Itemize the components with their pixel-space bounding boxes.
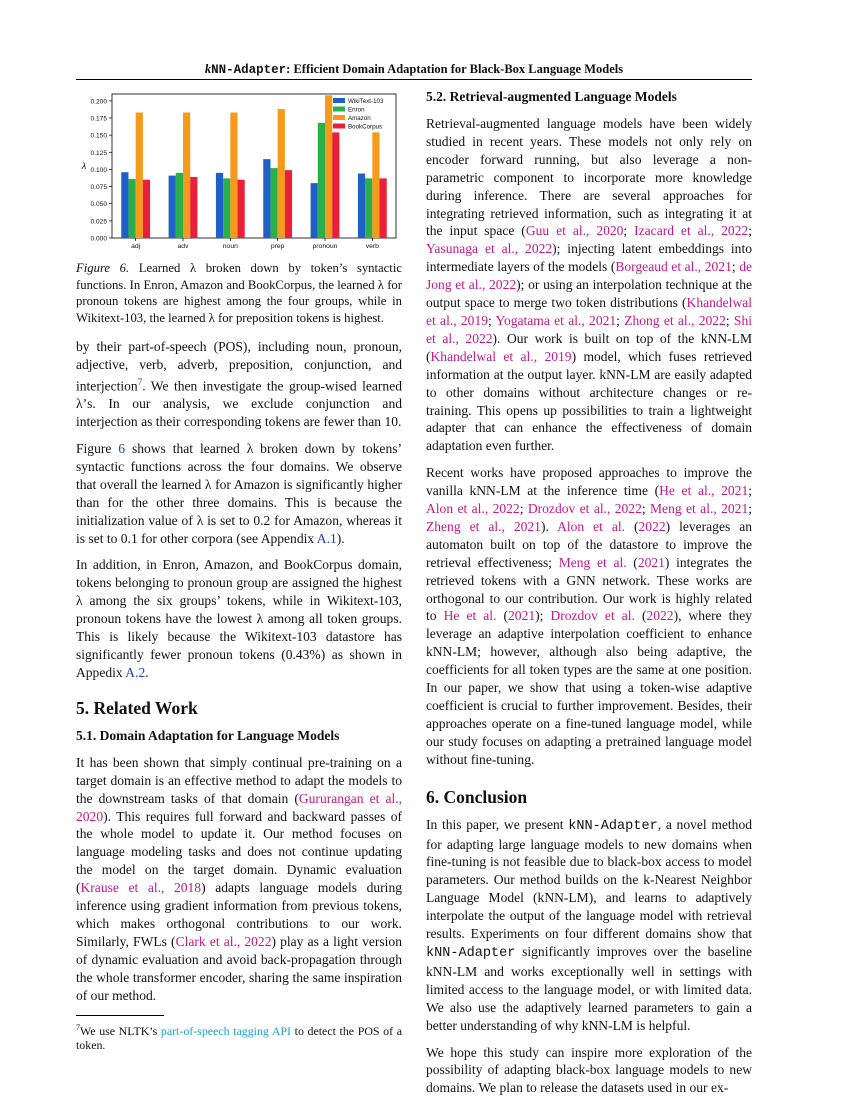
- y-tick-label: 0.025: [90, 218, 107, 226]
- figure-6-chart: [76, 88, 402, 256]
- paragraph-domain-adaptation: It has been shown that simply continual pre-training on a target domain is an effective method to adapt the models to the downstream tasks of that domain (Gururangan et al., 2020). This requires full forward and backward passes of the whole model to update it. Our method focuses on language modeling tasks and does not continue updating the model on the target domain. Dynamic evaluation (Krause et al., 2018) adapts language models during inference using gradient information from previous tokens, which makes orthogonal contributions to our work. Similarly, FWLs (Clark et al., 2022) play as a light version of dynamic evaluation and avoid back-propagation through the whole transformer encoder, sharing the same inspiration of our method.: [76, 754, 402, 1003]
- header-k: k: [204, 62, 212, 76]
- subsection-domain-adaptation: 5.1. Domain Adaptation for Language Models: [76, 727, 340, 743]
- legend-label: WikiText-103: [348, 98, 384, 105]
- appendix-a2-link[interactable]: A.2: [125, 664, 146, 680]
- citation-link[interactable]: Zhong et al., 2022: [624, 312, 726, 328]
- bar-enron-prep: [270, 168, 277, 238]
- citation-link[interactable]: 2022: [638, 518, 666, 534]
- running-header: [76, 62, 752, 77]
- bar-wikitext-103-adv: [169, 176, 176, 238]
- citation-link[interactable]: Krause et al., 2018: [80, 880, 202, 896]
- y-tick-label: 0.150: [90, 132, 107, 140]
- caption-text: Learned λ broken down by token’s syntactic functions. In Enron, Amazon and BookCorpus, the learned λ for pronoun tokens are highest among the four groups, while in Wikitext-103, the learned λ for preposition tokens is highest.: [76, 261, 402, 325]
- bar-enron-adj: [128, 179, 135, 238]
- header-title-rest: : Efficient Domain Adaptation for Black-Box Language Models: [286, 62, 624, 76]
- citation-link[interactable]: Drozdov et al.: [550, 608, 635, 624]
- citation-link[interactable]: Guu et al., 2020: [525, 223, 624, 239]
- bar-bookcorpus-verb: [380, 178, 387, 238]
- bar-enron-adv: [176, 173, 183, 238]
- section-related-work: 5. Related Work: [76, 697, 198, 718]
- citation-link[interactable]: 2022: [646, 608, 674, 624]
- bar-amazon-adj: [136, 113, 143, 238]
- citation-link[interactable]: Clark et al., 2022: [175, 933, 272, 949]
- paragraph-figure6: Figure 6 shows that learned λ broken down by tokens’ syntactic functions across the four domains. We observe that overall the learned λ for Amazon is significantly higher than for the other three domains. This is because the initialization value of λ is set to 0.2 for Amazon, whereas it is set to 0.1 for other corpora (see Appendix A.1).: [76, 441, 403, 546]
- bar-bookcorpus-prep: [285, 170, 292, 238]
- paragraph-conclusion-2: We hope this study can inspire more exploration of the possibility of adapting black-box language models to new domains. We plan to release the datasets used in our ex-: [426, 1044, 752, 1096]
- y-tick-label: 0.175: [90, 115, 107, 123]
- citation-link[interactable]: 2021: [508, 608, 536, 624]
- bar-bookcorpus-adv: [190, 177, 197, 238]
- bar-amazon-pronoun: [325, 95, 332, 238]
- x-tick-label: verb: [365, 243, 379, 250]
- method-name: kNN-Adapter: [568, 818, 658, 834]
- citation-link[interactable]: Shi et al., 2022: [426, 312, 752, 346]
- legend-label: Enron: [348, 106, 365, 114]
- legend-swatch: [333, 115, 345, 120]
- bar-amazon-adv: [183, 113, 190, 238]
- citation-link[interactable]: Meng et al., 2021: [650, 501, 749, 517]
- section-conclusion: 6. Conclusion: [426, 786, 528, 807]
- bar-chart-svg: [76, 88, 402, 256]
- bar-enron-noun: [223, 178, 230, 238]
- citation-link[interactable]: Alon et al., 2022: [426, 501, 520, 517]
- legend-swatch: [333, 124, 345, 129]
- bar-enron-verb: [365, 178, 372, 238]
- x-tick-label: noun: [222, 243, 238, 250]
- bar-amazon-verb: [372, 132, 379, 238]
- citation-link[interactable]: Alon et al.: [557, 518, 626, 534]
- paragraph-pronoun: In addition, in Enron, Amazon, and BookCorpus domain, tokens belonging to pronoun group are assigned the highest λ among the six groups’ tokens, while in Wikitext-103, pronoun tokens have the lowest λ among all token groups. This is likely because the Wikitext-103 datastore has significantly fewer pronoun tokens (0.43%) as shown in Appedix A.2.: [76, 557, 402, 680]
- appendix-a1-link[interactable]: A.1: [316, 530, 337, 546]
- citation-link[interactable]: de Jong et al., 2022: [426, 259, 752, 293]
- citation-link[interactable]: Khandelwal et al., 2019: [426, 295, 752, 328]
- bar-wikitext-103-adj: [121, 172, 128, 238]
- bar-bookcorpus-adj: [143, 180, 150, 238]
- x-tick-label: adv: [177, 243, 189, 250]
- legend-swatch: [333, 98, 345, 103]
- footnote-ref-7[interactable]: 7: [137, 376, 143, 387]
- figure-caption: [76, 260, 402, 326]
- bar-wikitext-103-pronoun: [311, 183, 318, 238]
- figure-6-link[interactable]: 6: [118, 441, 126, 457]
- y-tick-label: 0.075: [90, 184, 107, 192]
- paragraph-recent-works: Recent works have proposed approaches to improve the vanilla kNN-LM at the inference time (He et al., 2021; Alon et al., 2022; Drozdov et al., 2022; Meng et al., 2021; Zheng et al., 2021). Alon et al. (2022) leverages an automaton built on top of the datastore to improve the retrieval effectiveness; Meng et al. (2021) integrates the retrieved tokens with a GNN network. These works are orthogonal to our contribution. Our work is highly related to He et al. (2021); Drozdov et al. (2022), where they leverage an adaptive interpolation coefficient to enhance kNN-LM; however, although also being adaptive, the coefficients for all token types are the same at one position. In our paper, we show that using a token-wise adaptive coefficient is crucial to further improvement. Besides, their approaches operate on a fine-tuned language model, while our study focuses on adapting a pretrained language model without fine-tuning.: [426, 465, 753, 767]
- left-column: [76, 88, 402, 1053]
- citation-link[interactable]: He et al., 2021: [659, 483, 749, 499]
- bar-amazon-prep: [278, 109, 285, 238]
- paragraph-pos: by their part-of-speech (POS), including noun, pronoun, adjective, verb, adverb, preposition, conjunction, and interjection$^7$. We then investigate the group-wised learned λ’s. In our analysis, we exclude conjunction and interjection as their corresponding tokens are fewer than 10.: [76, 339, 402, 430]
- header-rule: [76, 79, 752, 80]
- bar-amazon-noun: [230, 113, 237, 238]
- footnote-rule: [76, 1015, 164, 1016]
- citation-link[interactable]: Yasunaga et al., 2022: [426, 241, 553, 257]
- footnote-7: $^7$We use NLTK’s part-of-speech tagging API to detect the POS of a token.: [76, 1022, 403, 1053]
- citation-link[interactable]: Borgeaud et al., 2021: [615, 259, 732, 275]
- x-tick-label: prep: [270, 243, 285, 250]
- bar-wikitext-103-verb: [358, 174, 365, 238]
- citation-link[interactable]: Zheng et al., 2021: [426, 518, 541, 534]
- legend-swatch: [333, 107, 345, 112]
- y-tick-label: 0.050: [90, 201, 107, 209]
- method-name: kNN-Adapter: [426, 945, 516, 961]
- y-tick-label: 0.200: [90, 98, 107, 106]
- paragraph-retrieval-augmented: Retrieval-augmented language models have been widely studied in recent years. These models not only rely on encoder forward running, but also leverage a non-parametric component to incorporate more knowledge during inference. There are several approaches for integrating retrieved information, such as integrating it at the input space (Guu et al., 2020; Izacard et al., 2022; Yasunaga et al., 2022); injecting latent embeddings into intermediate layers of the models (Borgeaud et al., 2021; de Jong et al., 2022); or using an interpolation technique at the output space to merge two token distributions (Khandelwal et al., 2019; Yogatama et al., 2021; Zhong et al., 2022; Shi et al., 2022). Our work is built on top of the kNN-LM (Khandelwal et al., 2019) model, which fuses retrieved information at the output layer. kNN-LM are easily adapted to other domains without architecture changes or re-training. This opens up possibilities to train a lightweight adapter that can enhance the effectiveness of domain adaptation even further.: [426, 116, 753, 454]
- subsection-retrieval-augmented: 5.2. Retrieval-augmented Language Models: [426, 89, 677, 104]
- y-axis-label: λ: [81, 161, 87, 171]
- header-method-name: NN-Adapter: [211, 63, 287, 77]
- x-tick-label: pronoun: [312, 243, 338, 250]
- legend-label: BookCorpus: [348, 123, 383, 131]
- bar-bookcorpus-noun: [238, 180, 245, 238]
- citation-link[interactable]: 2021: [637, 554, 665, 570]
- bar-bookcorpus-pronoun: [332, 132, 339, 238]
- citation-link[interactable]: Izacard et al., 2022: [634, 223, 749, 239]
- bar-wikitext-103-noun: [216, 173, 223, 238]
- citation-link[interactable]: Yogatama et al., 2021: [495, 312, 617, 328]
- right-column: [426, 88, 752, 1106]
- y-tick-label: 0.125: [90, 149, 107, 157]
- y-tick-label: 0.000: [90, 235, 107, 243]
- citation-link[interactable]: He et al.: [443, 608, 497, 624]
- bar-wikitext-103-prep: [263, 159, 270, 238]
- pos-tagging-api-link[interactable]: part-of-speech tagging API: [160, 1023, 291, 1038]
- citation-link[interactable]: Khandelwal et al., 2019: [430, 348, 572, 364]
- bar-enron-pronoun: [318, 123, 325, 238]
- citation-link[interactable]: Meng et al.: [558, 554, 627, 570]
- citation-link[interactable]: Drozdov et al., 2022: [527, 501, 642, 517]
- x-tick-label: adj: [131, 243, 141, 250]
- citation-link[interactable]: Gururangan et al., 2020: [76, 790, 402, 824]
- y-tick-label: 0.100: [90, 166, 107, 174]
- caption-label: Figure 6.: [76, 261, 130, 275]
- paragraph-conclusion-1: In this paper, we present kNN-Adapter, a novel method for adapting large language models to new domains when fine-tuning is not feasible due to black-box access to model parameters. Our method builds on the k-Nearest Neighbor Language Model (kNN-LM), and learns to adaptively interpolate the output of the language model with retrieval results. Experiments on four different domains show that kNN-Adapter significantly improves over the baseline kNN-LM and works exceptionally well in settings with limited access to the language model, or with limited data. We also use the adaptively learned parameters to gain a better understanding of why kNN-LM is helpful.: [426, 816, 752, 1033]
- legend-label: Amazon: [348, 115, 371, 122]
